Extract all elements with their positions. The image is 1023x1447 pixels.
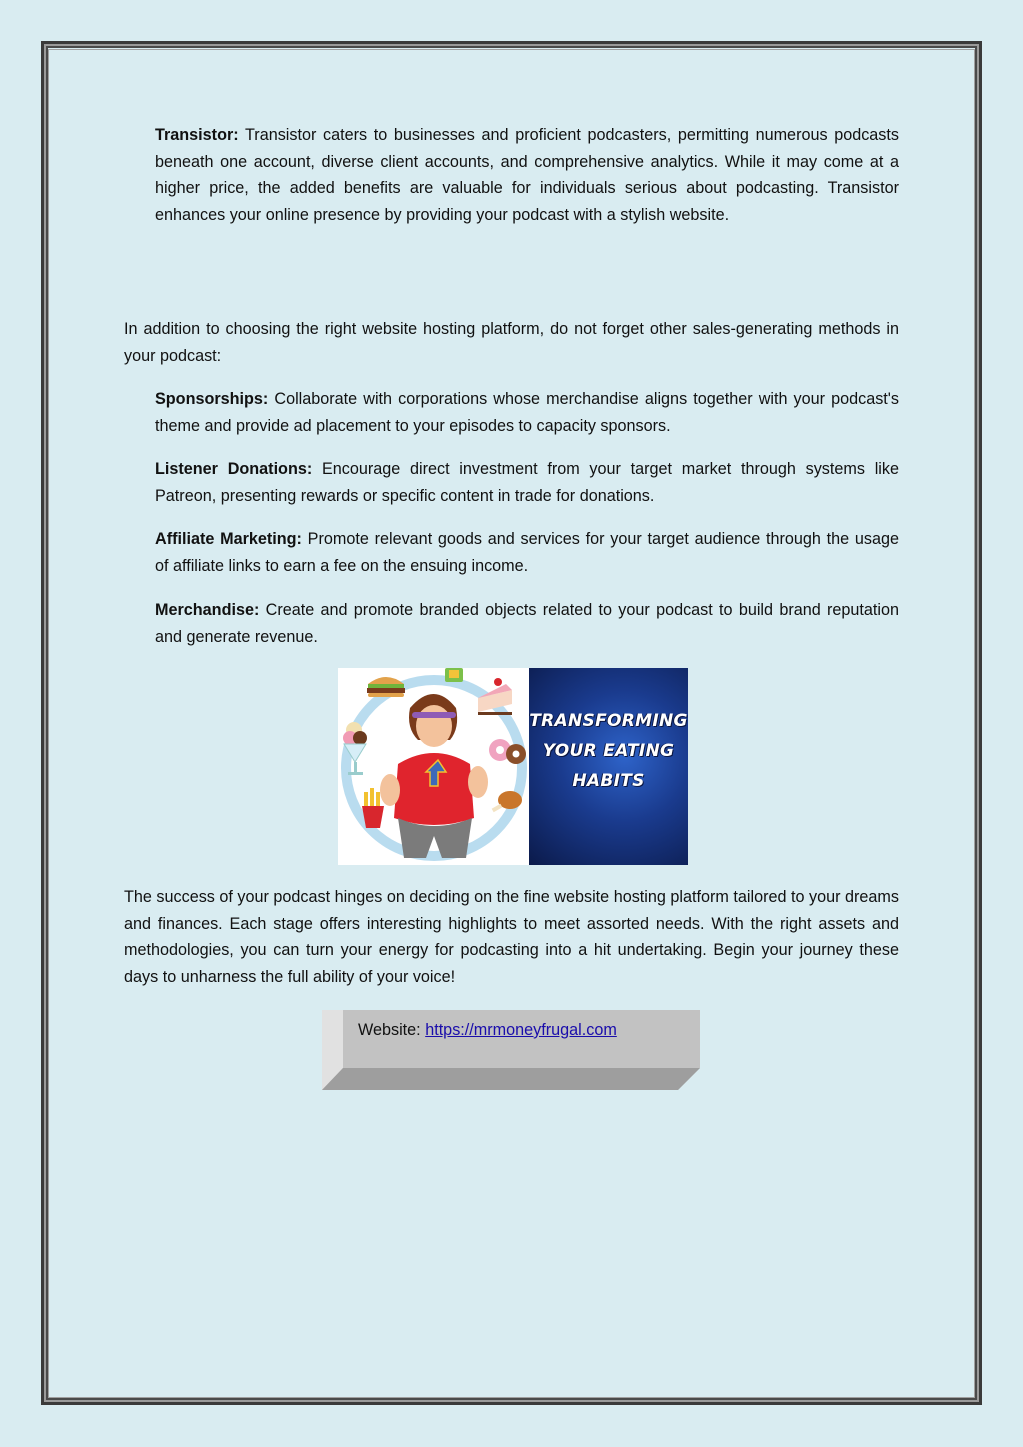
illustration-panel — [338, 668, 529, 865]
transistor-label: Transistor: — [155, 126, 239, 144]
donations-text: Encourage direct investment from your target market through systems like Patreon, presenting rewards or specific content in trade for donations. — [155, 460, 899, 505]
title-panel — [529, 668, 688, 865]
merchandise-text: Create and promote branded objects related to your podcast to build brand reputation and generate revenue. — [155, 601, 899, 646]
woman-food-illustration — [338, 668, 529, 865]
website-box — [322, 1010, 700, 1090]
affiliate-text: Promote relevant goods and services for your target audience through the usage of affiliate links to earn a fee on the ensuing income. — [155, 530, 899, 575]
caption-line-1: TRANSFORMING — [529, 711, 688, 731]
sponsorships-label: Sponsorships: — [155, 390, 269, 408]
drink-icon — [445, 668, 463, 682]
paragraph-intro: In addition to choosing the right website hosting platform, do not forget other sales-generating methods in your podcast: — [124, 320, 899, 365]
donations-label: Listener Donations: — [155, 460, 313, 478]
affiliate-label: Affiliate Marketing: — [155, 530, 302, 548]
website-line — [358, 1018, 617, 1042]
transistor-text: Transistor caters to businesses and proficient podcasters, permitting numerous podcasts beneath one account, diverse client accounts, and comprehensive analytics. While it may come at a higher price, the added benefits are valuable for individuals serious about podcasting. Transistor enhances your online presence by providing your podcast with a stylish website. — [155, 126, 899, 224]
caption-line-3: HABITS — [572, 771, 645, 791]
paragraph-transistor — [155, 122, 899, 228]
paragraph-conclusion: The success of your podcast hinges on deciding on the fine website hosting platform tailored to your dreams and finances. Each stage offers interesting highlights to meet assorted needs. With the right assets and methodologies, you can turn your energy for podcasting into a hit undertaking. Begin your journey these days to unharness the full ability of your voice! — [124, 888, 899, 986]
sponsorships-text: Collaborate with corporations whose merchandise aligns together with your podcast's theme and provide ad placement to your episodes to capacity sponsors. — [155, 390, 899, 435]
paragraph-donations — [155, 456, 899, 509]
burger-icon — [367, 677, 405, 697]
website-link[interactable]: https://mrmoneyfrugal.com — [425, 1021, 617, 1039]
paragraph-merchandise — [155, 597, 899, 650]
article-image — [338, 668, 688, 865]
merchandise-label: Merchandise: — [155, 601, 260, 619]
caption-line-2: YOUR EATING — [542, 741, 675, 761]
image-caption — [529, 706, 688, 796]
website-label: Website: — [358, 1021, 426, 1039]
paragraph-sponsorships — [155, 386, 899, 439]
paragraph-affiliate — [155, 526, 899, 579]
